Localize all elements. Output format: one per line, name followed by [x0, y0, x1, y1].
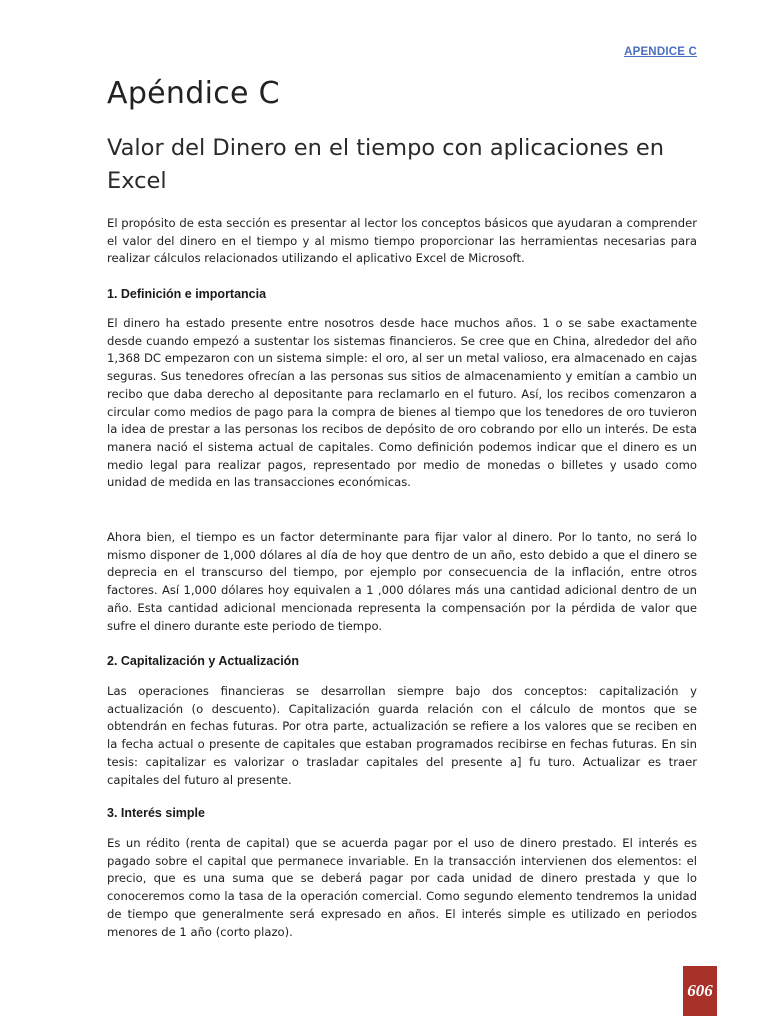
capitalizacion-paragraph: Las operaciones financieras se desarrollan siempre bajo dos conceptos: capitalización y actualización (o descuento). Capitalización guarda relación con el cálculo de montos que se obtendrán en fechas futuras. Por otra parte, actualización se refiere a los valores que se reciben en la fecha actual o presente de capitales que estaban programados recibirse en fechas futuras. En sin tesis: capitalizar es valorizar o trasladar capitales del presente a] fu turo. Actualizar es traer capitales del futuro al presente. [107, 684, 697, 787]
running-header-link[interactable]: APENDICE C [624, 46, 697, 58]
definicion-paragraph-1: El dinero ha estado presente entre nosotros desde hace muchos años. 1 o se sabe exactamente desde cuando empezó a sustentar los sistemas financieros. Se cree que en China, alrededor del año 1,368 DC empezaron con un sistema simple: el oro, al ser un metal valioso, era almacenado en cajas seguras. Sus tenedores ofrecían a las personas sus sitios de almacenamiento y emitían a cambio un recibo que daba derecho al depositante para reclamarlo en el futuro. Así, los recibos comenzaron a circular como medios de pago para la compra de bienes al tiempo que los tenedores de oro tuvieron la idea de prestar a las personas los recibos de depósito de oro cobrando por ello un interés. De esta manera nació el sistema actual de capitales. Como definición podemos indicar que el dinero es un medio legal para realizar pagos, representado por medio de monedas o billetes y usado como unidad de medida en las transacciones económicas. [107, 316, 697, 490]
intro-paragraph: El propósito de esta sección es presentar al lector los conceptos básicos que ayudaran a comprender el valor del dinero en el tiempo y al mismo tiempo proporcionar las herramientas necesarias para realizar cálculos relacionados utilizando el aplicativo Excel de Microsoft. [107, 216, 697, 266]
definicion-paragraph-2: Ahora bien, el tiempo es un factor determinante para fijar valor al dinero. Por lo tanto, no será lo mismo disponer de 1,000 dólares al día de hoy que dentro de un año, esto debido a que el dinero se deprecia en el transcurso del tiempo, por ejemplo por consecuencia de la inflación, entre otros factores. Así 1,000 dólares hoy equivalen a 1 ,000 dólares más una cantidad adicional dentro de un año. Esta cantidad adicional mencionada representa la compensación por la pérdida de valor que sufre el dinero durante este periodo de tiempo. [107, 530, 697, 633]
section-heading-interes-simple: 3. Interés simple [107, 806, 205, 820]
page-number-badge [683, 966, 717, 1016]
appendix-subtitle: Valor del Dinero en el tiempo con aplicaciones en Excel [107, 135, 665, 194]
section-heading-capitalizacion: 2. Capitalización y Actualización [107, 654, 299, 668]
appendix-title: Apéndice C [107, 76, 280, 111]
page-number: 606 [687, 981, 713, 1000]
interes-simple-paragraph: Es un rédito (renta de capital) que se acuerda pagar por el uso de dinero prestado. El interés es pagado sobre el capital que permanece invariable. En la transacción intervienen dos elementos: el precio, que es una suma que se deberá pagar por cada unidad de dinero prestada y que lo conoceremos como la tasa de la operación comercial. Como segundo elemento tendremos la unidad de tiempo que generalmente será expresado en años. El interés simple es utilizado en periodos menores de 1 año (corto plazo). [107, 836, 697, 939]
section-heading-definicion: 1. Definición e importancia [107, 287, 267, 301]
